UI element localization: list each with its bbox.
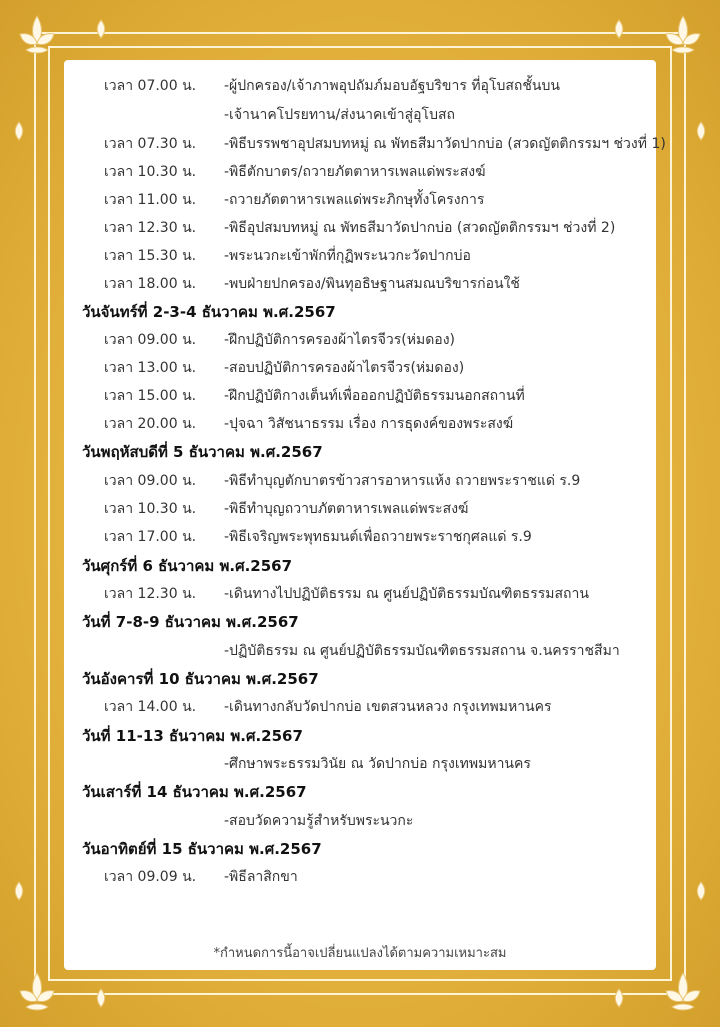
lotus-ornament-icon	[14, 12, 60, 58]
schedule-time: เวลา 12.30 น.	[104, 220, 197, 236]
schedule-item: -เดินทางไปปฏิบัติธรรม ณ ศูนย์ปฏิบัติธรรมบัณฑิตธรรมสถาน	[224, 586, 589, 602]
schedule-time: เวลา 18.00 น.	[104, 276, 197, 292]
schedule-item: -ปุจฉา วิสัชนาธรรม เรื่อง การธุดงค์ของพระสงฆ์	[224, 416, 514, 432]
day-heading: วันที่ 7-8-9 ธันวาคม พ.ศ.2567	[82, 613, 299, 631]
lotus-ornament-icon	[660, 12, 706, 58]
schedule-time: เวลา 15.00 น.	[104, 388, 197, 404]
lotus-bud-icon	[8, 120, 30, 142]
lotus-bud-icon	[8, 880, 30, 902]
schedule-time: เวลา 17.00 น.	[104, 529, 197, 545]
footnote: *กำหนดการนี้อาจเปลี่ยนแปลงได้ตามความเหมาะสม	[213, 946, 507, 961]
day-heading: วันอาทิตย์ที่ 15 ธันวาคม พ.ศ.2567	[82, 840, 322, 858]
day-heading: วันพฤหัสบดีที่ 5 ธันวาคม พ.ศ.2567	[82, 443, 323, 461]
lotus-ornament-icon	[14, 969, 60, 1015]
schedule-time: เวลา 15.30 น.	[104, 248, 197, 264]
schedule-item: -สอบปฏิบัติการครองผ้าไตรจีวร(ห่มดอง)	[224, 360, 465, 376]
lotus-bud-icon	[690, 120, 712, 142]
lotus-ornament-icon	[660, 969, 706, 1015]
schedule-item: -เดินทางกลับวัดปากบ่อ เขตสวนหลวง กรุงเทพมหานคร	[224, 699, 552, 715]
schedule-item: -ฝึกปฏิบัติการครองผ้าไตรจีวร(ห่มดอง)	[224, 332, 455, 348]
schedule-item: -พิธีทำบุญถวาบภัตตาหารเพลแด่พระสงฆ์	[224, 501, 469, 517]
day-heading: วันอังคารที่ 10 ธันวาคม พ.ศ.2567	[82, 670, 319, 688]
schedule-time: เวลา 13.00 น.	[104, 360, 197, 376]
schedule-item: -เจ้านาคโปรยทาน/ส่งนาคเข้าสู่อุโบสถ	[224, 107, 455, 123]
lotus-bud-icon	[608, 18, 630, 40]
schedule-item: -ศึกษาพระธรรมวินัย ณ วัดปากบ่อ กรุงเทพมหานคร	[224, 756, 531, 772]
schedule-item: -ปฏิบัติธรรม ณ ศูนย์ปฏิบัติธรรมบัณฑิตธรรมสถาน จ.นครราชสีมา	[224, 643, 620, 659]
schedule-item: -พิธีลาสิกขา	[224, 869, 298, 885]
schedule-item: -พบฝ่ายปกครอง/พินทุอธิษฐานสมณบริขารก่อนใช้	[224, 276, 520, 292]
schedule-time: เวลา 20.00 น.	[104, 416, 197, 432]
schedule-item: -ฝึกปฏิบัติกางเต็นท์เพื่อออกปฏิบัติธรรมนอกสถานที่	[224, 388, 525, 404]
day-heading: วันที่ 11-13 ธันวาคม พ.ศ.2567	[82, 727, 303, 745]
schedule-time: เวลา 09.00 น.	[104, 332, 197, 348]
day-heading: วันศุกร์ที่ 6 ธันวาคม พ.ศ.2567	[82, 557, 293, 575]
day-heading: วันเสาร์ที่ 14 ธันวาคม พ.ศ.2567	[82, 783, 307, 801]
schedule-time: เวลา 10.30 น.	[104, 164, 197, 180]
lotus-bud-icon	[608, 987, 630, 1009]
schedule-item: -พิธีทำบุญตักบาตรข้าวสารอาหารแห้ง ถวายพระราชแด่ ร.9	[224, 473, 581, 489]
schedule-time: เวลา 12.30 น.	[104, 586, 197, 602]
schedule-time: เวลา 09.00 น.	[104, 473, 197, 489]
schedule-time: เวลา 07.00 น.	[104, 78, 197, 94]
schedule-item: -พิธีอุปสมบทหมู่ ณ พัทธสีมาวัดปากบ่อ (สวดญัตติกรรมฯ ช่วงที่ 2)	[224, 220, 616, 236]
schedule-item: -ผู้ปกครอง/เจ้าภาพอุปถัมภ์มอบอัฐบริขาร ที่อุโบสถชั้นบน	[224, 78, 560, 94]
lotus-bud-icon	[90, 987, 112, 1009]
day-heading: วันจันทร์ที่ 2-3-4 ธันวาคม พ.ศ.2567	[82, 303, 336, 321]
lotus-bud-icon	[90, 18, 112, 40]
schedule-time: เวลา 09.09 น.	[104, 869, 197, 885]
schedule-time: เวลา 07.30 น.	[104, 136, 197, 152]
schedule-item: -พิธีบรรพชาอุปสมบทหมู่ ณ พัทธสีมาวัดปากบ่อ (สวดญัตติกรรมฯ ช่วงที่ 1)	[224, 136, 666, 152]
schedule-item: -ถวายภัตตาหารเพลแด่พระภิกษุทั้งโครงการ	[224, 192, 485, 208]
schedule-item: -พิธีเจริญพระพุทธมนต์เพื่อถวายพระราชกุศลแด่ ร.9	[224, 529, 532, 545]
schedule-time: เวลา 10.30 น.	[104, 501, 197, 517]
schedule-item: -พระนวกะเข้าพักที่กุฏิพระนวกะวัดปากบ่อ	[224, 248, 471, 264]
lotus-bud-icon	[690, 880, 712, 902]
schedule-item: -พิธีตักบาตร/ถวายภัตตาหารเพลแด่พระสงฆ์	[224, 164, 486, 180]
schedule-time: เวลา 11.00 น.	[104, 192, 197, 208]
schedule-item: -สอบวัดความรู้สำหรับพระนวกะ	[224, 813, 414, 829]
schedule-time: เวลา 14.00 น.	[104, 699, 197, 715]
